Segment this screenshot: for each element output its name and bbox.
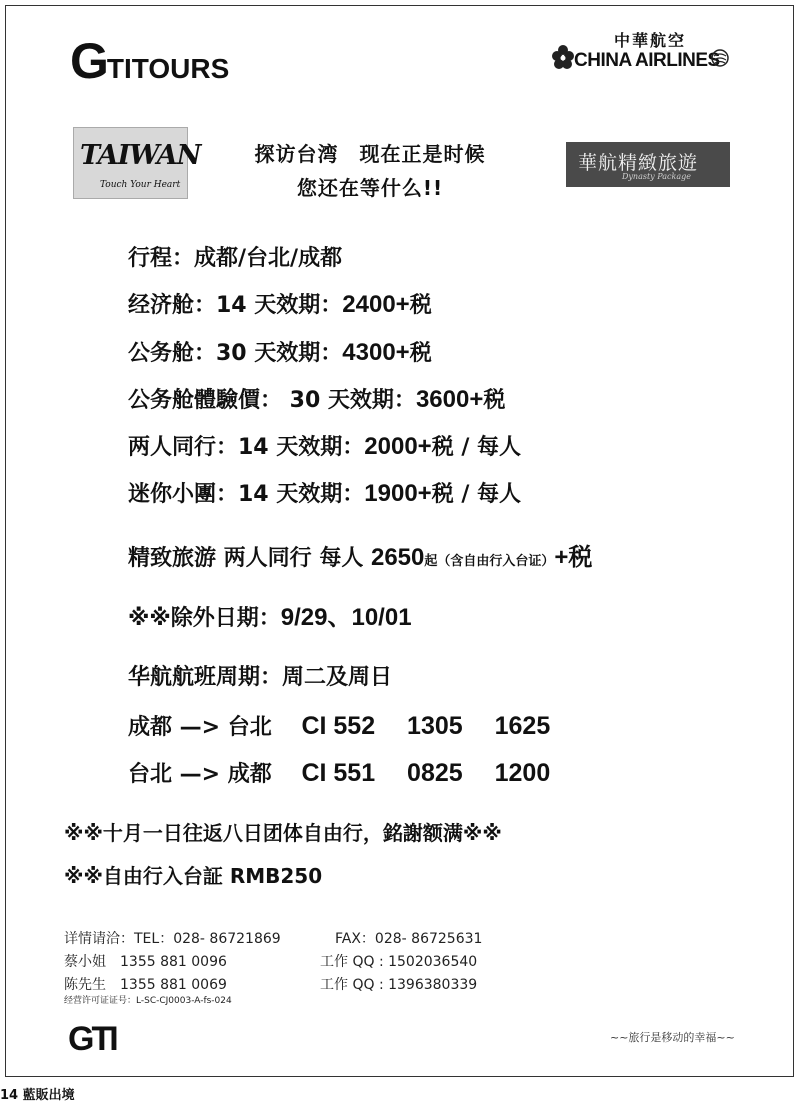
gti-mark: G [70, 33, 105, 89]
trial-label: 公务舱體驗價： 30 天效期： [128, 388, 416, 413]
contact-fax: FAX：028- 86725631 [335, 931, 483, 947]
dynasty-package-cn: 華航精緻旅遊 [578, 152, 699, 174]
economy-fare [128, 288, 432, 319]
airline-name-cn: 中華航空 [614, 31, 687, 50]
contact-qq-1: 工作 QQ : 1502036540 [320, 954, 478, 970]
return-info: CI 551 0825 1200 [301, 759, 551, 787]
group-tour-note: ※※十月一日往返八日团体自由行，銘謝额满※※ [64, 821, 502, 845]
license-number: 经营许可证证号：L-SC-CJ0003-A-fs-024 [64, 996, 232, 1006]
outbound-flight [128, 706, 550, 742]
trial-price: 3600+ [415, 386, 484, 413]
slogan: ~~旅行是移动的幸福~~ [610, 1031, 735, 1044]
business-tax: 税 [409, 341, 432, 366]
business-price: 4300+ [342, 339, 410, 366]
pair-tax: 税 / 每人 [431, 435, 522, 460]
business-trial-fare [128, 383, 505, 414]
mini-group-fare [128, 477, 521, 508]
gti-footer-logo: GTI [68, 1020, 116, 1058]
contact-person-2: 陈先生 1355 881 0069 [64, 977, 227, 993]
excluded-dates [128, 597, 412, 632]
mini-price: 1900+ [364, 480, 432, 507]
deluxe-note: 起（含自由行入台证） [424, 554, 555, 569]
business-fare [128, 336, 432, 367]
flight-schedule-title: 华航航班周期：周二及周日 [128, 665, 393, 690]
dynasty-package-logo [566, 142, 730, 187]
mini-tax: 税 / 每人 [431, 482, 522, 507]
pair-label: 两人同行：14 天效期： [128, 435, 365, 460]
gti-text: TITOURS [106, 53, 230, 84]
exclude-label: ※※除外日期： [128, 606, 281, 631]
outbound-info: CI 552 1305 1625 [301, 712, 551, 740]
taiwan-logo-slogan: Touch Your Heart [100, 180, 181, 190]
return-flight [128, 753, 550, 789]
mini-label: 迷你小團：14 天效期： [128, 482, 365, 507]
pair-price: 2000+ [364, 433, 432, 460]
exclude-dates-value: 9/29、10/01 [280, 604, 412, 631]
trial-tax: 税 [483, 388, 506, 413]
contact-person-1: 蔡小姐 1355 881 0096 [64, 954, 227, 970]
contact-tel: 详情请洽：TEL：028- 86721869 [64, 931, 281, 947]
deluxe-tax: +税 [554, 544, 593, 571]
taiwan-logo-word: TAIWAN [80, 140, 201, 171]
outbound-route: 成都 —> 台北 [128, 715, 272, 740]
dynasty-package-en: Dynasty Package [622, 172, 691, 181]
page-footer-label: 14 藍販出境 [0, 1088, 75, 1103]
airline-name-en: CHINA AIRLINES [574, 50, 720, 71]
business-label: 公务舱：30 天效期： [128, 341, 343, 366]
economy-tax: 税 [409, 293, 432, 318]
economy-label: 经济舱：14 天效期： [128, 293, 343, 318]
taiwan-tourism-logo [73, 127, 201, 199]
economy-price: 2400+ [342, 291, 410, 318]
deluxe-fare [128, 537, 592, 572]
swirl-icon [710, 48, 730, 68]
pair-fare [128, 430, 521, 461]
route-line: 行程：成都/台北/成都 [128, 246, 343, 271]
headline-line-1: 探访台湾 现在正是时候 [254, 142, 486, 166]
return-route: 台北 —> 成都 [128, 762, 272, 787]
headline-line-2: 您还在等什么!! [296, 176, 444, 200]
china-airlines-logo [552, 28, 732, 78]
entry-permit-note: ※※自由行入台証 RMB250 [64, 864, 323, 888]
deluxe-label: 精致旅游 两人同行 每人 [128, 546, 371, 571]
contact-qq-2: 工作 QQ : 1396380339 [320, 977, 478, 993]
gti-tours-logo [70, 33, 230, 89]
deluxe-price: 2650 [370, 544, 425, 571]
plum-blossom-icon [552, 44, 574, 70]
